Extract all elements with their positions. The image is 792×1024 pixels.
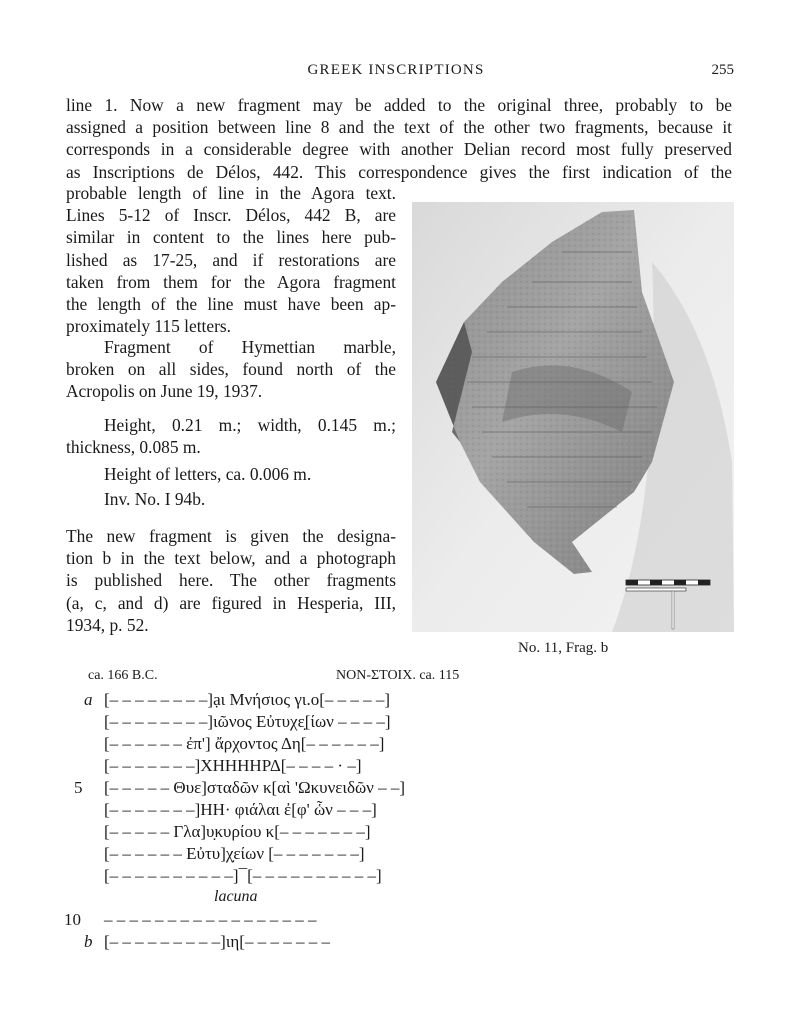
photo-caption: No. 11, Frag. b <box>518 640 609 656</box>
column-line: the length of the line must have been ap- <box>66 294 396 315</box>
intro-line: corresponds in a considerable degree with another Delian record most fully preserved <box>66 139 732 160</box>
designation-line: tion b in the text below, and a photograph <box>66 548 396 569</box>
description-line: broken on all sides, found north of the <box>66 359 396 380</box>
column-line: proximately 115 letters. <box>66 316 232 337</box>
intro-line: assigned a position between line 8 and the text of the other two fragments, because it <box>66 117 732 138</box>
inscription-line: [– – – – – – Εὐτυ]χ̣είων [– – – – – – –] <box>104 844 365 863</box>
designation-line: The new fragment is given the designa- <box>66 526 396 546</box>
intro-line: as Inscriptions de Délos, 442. This correspondence gives the first indication of the <box>66 161 732 182</box>
inscription-line: [– – – – – – –]ΧΗΗΗΗΡΔ[– – – – · –] <box>104 756 362 775</box>
inscription-line: [– – – – – Γλα]υ̣κυρίου κ[– – – – – – –] <box>104 822 371 841</box>
column-line: taken from them for the Agora fragment <box>66 271 396 292</box>
description-line: Acropolis on June 19, 1937. <box>66 381 263 402</box>
fragment-dimensions <box>66 414 396 458</box>
inscription-line: [– – – – – – – – – –]¯[– – – – – – – – – –] <box>104 866 382 885</box>
inscription-format: NON-ΣTOIX. ca. 115 <box>336 668 460 683</box>
left-column-paragraph <box>66 182 396 337</box>
marble-fragment-image <box>412 202 734 632</box>
inscription-line: – – – – – – – – – – – – – – – – – <box>104 910 317 929</box>
lacuna-label: lacuna <box>214 888 258 905</box>
intro-paragraph <box>66 94 732 183</box>
inscription-line: [– – – – – – ἐπ'] ἄρχοντος Δη[– – – – – –] <box>104 734 385 753</box>
designation-line: is published here. The other fragments <box>66 570 396 591</box>
column-line: probable length of line in the Agora text. <box>66 183 396 203</box>
inscription-date: ca. 166 B.C. <box>88 668 158 683</box>
description-line: Fragment of Hymettian marble, <box>104 337 396 357</box>
running-header-title: GREEK INSCRIPTIONS <box>307 62 485 78</box>
line-marker: 5 <box>74 778 83 797</box>
line-marker: 10 <box>64 910 81 929</box>
line-marker: a <box>84 690 93 709</box>
fragment-photograph <box>412 202 734 632</box>
intro-line: line 1. Now a new fragment may be added to the original three, probably to be <box>66 95 732 115</box>
page-number: 255 <box>711 62 734 78</box>
designation-paragraph <box>66 525 396 636</box>
inscription-line: [– – – – – – – –]ιῶνος Εὐτυχε̣[ίων – – – –] <box>104 712 391 731</box>
designation-line: 1934, p. 52. <box>66 614 149 635</box>
dimension-line: thickness, 0.085 m. <box>66 437 201 458</box>
inscription-line: [– – – – – – – – –]ιη[– – – – – – – <box>104 932 330 951</box>
inventory-number: Inv. No. I 94b. <box>104 489 206 509</box>
designation-line: (a, c, and d) are figured in Hesperia, III, <box>66 592 396 613</box>
column-line: similar in content to the lines here pub- <box>66 227 396 248</box>
letter-height: Height of letters, ca. 0.006 m. <box>104 464 312 484</box>
line-marker: b <box>84 932 93 951</box>
inscription-line: [– – – – – – – –]ạι Μνήσιος γι.ο[– – – – –] <box>104 690 391 709</box>
fragment-description <box>66 336 396 403</box>
dimension-line: Height, 0.21 m.; width, 0.145 m.; <box>104 415 396 435</box>
column-line: lished as 17-25, and if restorations are <box>66 249 396 270</box>
inscription-line: [– – – – – Θυε]σταδῶν κ[αὶ 'Ωκυνειδῶν – –] <box>104 778 406 797</box>
column-line: Lines 5-12 of Inscr. Délos, 442 B, are <box>66 205 396 226</box>
inscription-line: [– – – – – – –]ΗΗ· φιάλαι ἐ[φ' ὧν – – –] <box>104 800 377 819</box>
